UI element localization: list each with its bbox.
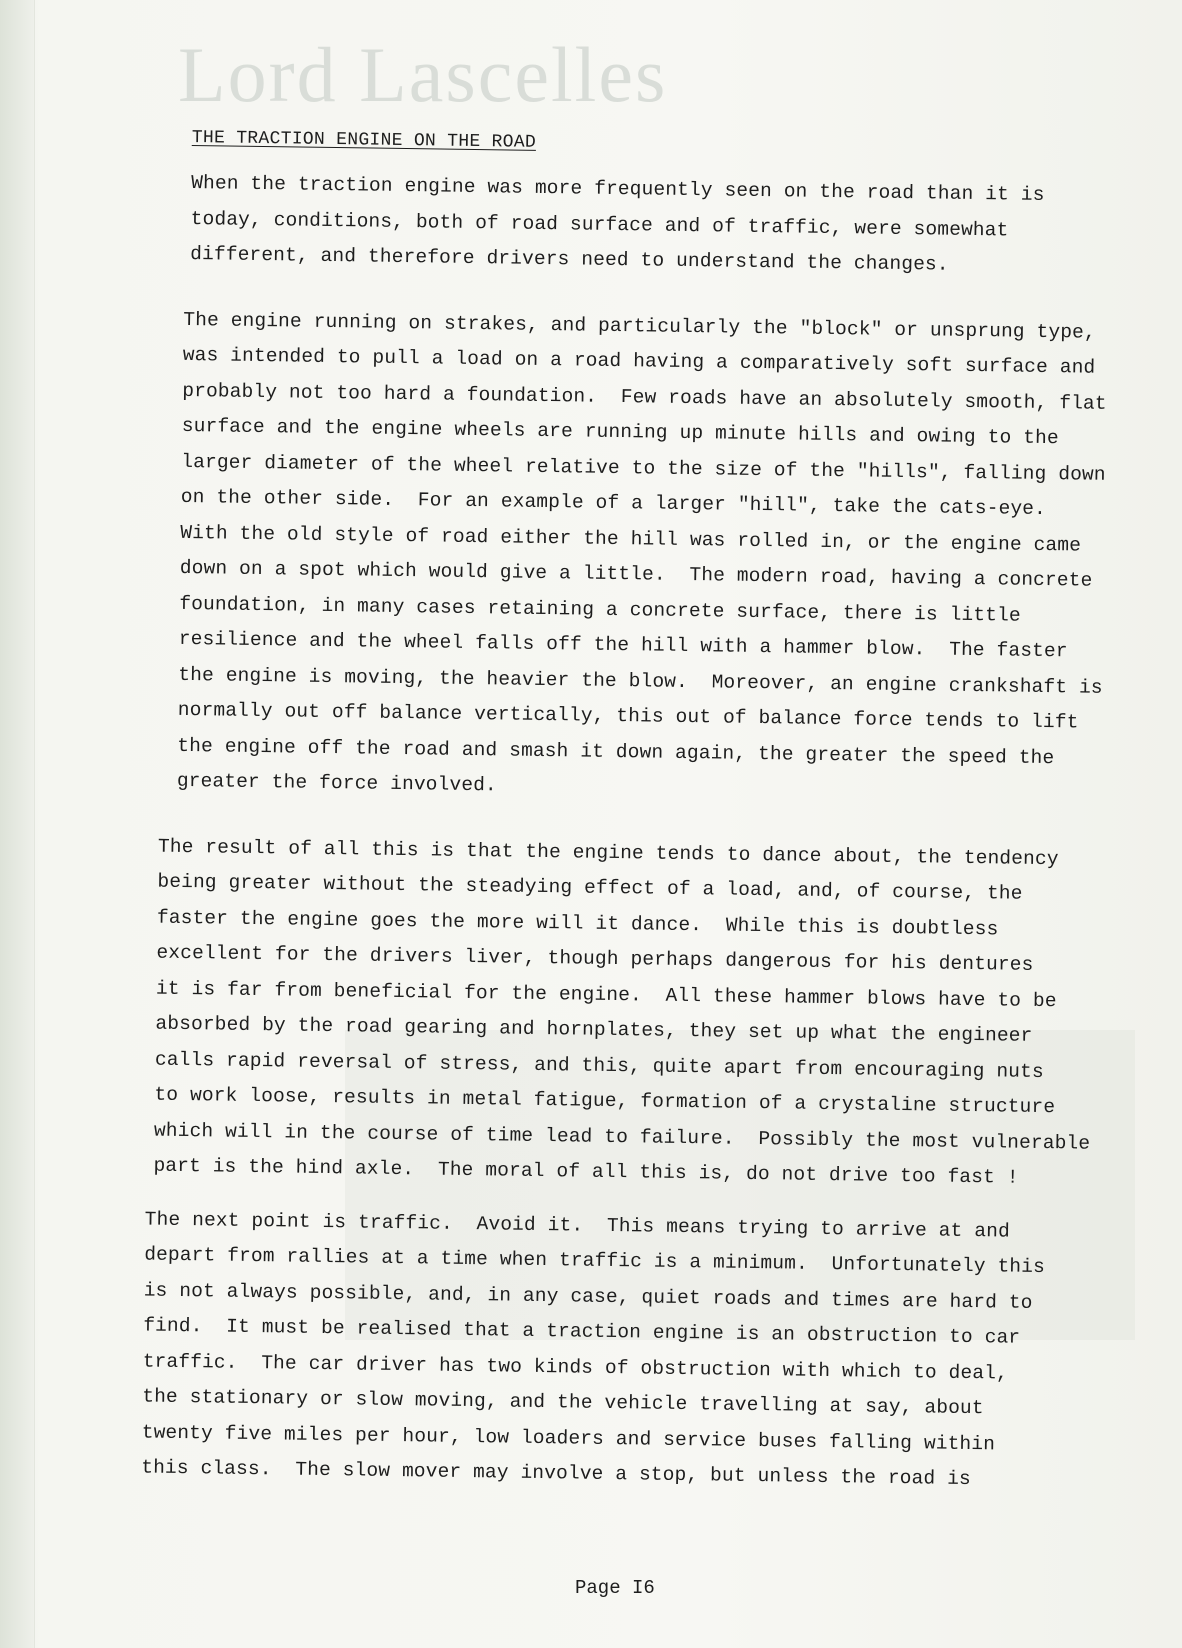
text-line: excellent for the drivers liver, though perhaps dangerous for his dentures bbox=[156, 941, 1034, 976]
text-line: the stationary or slow moving, and the vehicle travelling at say, about bbox=[142, 1385, 984, 1420]
text-line: different, and therefore drivers need to understand the changes. bbox=[190, 243, 949, 276]
text-line: being greater without the steadying effect of a load, and, of course, the bbox=[157, 870, 1023, 905]
text-line: absorbed by the road gearing and hornplates, they set up what the engineer bbox=[155, 1012, 1033, 1047]
text-line: The next point is traffic. Avoid it. This means trying to arrive at and bbox=[144, 1207, 1011, 1243]
paragraph-1 bbox=[158, 166, 1149, 286]
document-body bbox=[141, 128, 1150, 1500]
text-line: part is the hind axle. The moral of all this is, do not drive too fast ! bbox=[153, 1154, 1019, 1189]
paragraph-2 bbox=[151, 302, 1148, 813]
text-line: The engine running on strakes, and particularly the "block" or unsprung type, bbox=[183, 308, 1097, 344]
text-line: today, conditions, both of road surface and of traffic, were somewhat bbox=[190, 207, 1009, 241]
text-line: it is far from beneficial for the engine. All these hammer blows have to be bbox=[155, 977, 1057, 1012]
text-line: greater the force involved. bbox=[176, 769, 498, 797]
text-line: twenty five miles per hour, low loaders and service buses falling within bbox=[141, 1420, 996, 1455]
text-line: on the other side. For an example of a larger "hill", take the cats-eye. bbox=[180, 485, 1047, 520]
section-heading: THE TRACTION ENGINE ON THE ROAD bbox=[191, 128, 537, 153]
text-line: was intended to pull a load on a road having a comparatively soft surface and bbox=[182, 343, 1096, 379]
page-number: Page I6 bbox=[575, 1577, 655, 1599]
text-line: which will in the course of time lead to failure. Possibly the most vulnerable bbox=[153, 1119, 1091, 1155]
text-line: normally out off balance vertically, this out of balance force tends to lift bbox=[177, 698, 1079, 734]
page-binding-edge bbox=[0, 0, 35, 1648]
text-line: calls rapid reversal of stress, and this, quite apart from encouraging nuts bbox=[154, 1048, 1044, 1083]
text-line: this class. The slow mover may involve a stop, but unless the road is bbox=[141, 1456, 972, 1491]
text-line: depart from rallies at a time when traffic is a minimum. Unfortunately this bbox=[144, 1243, 1046, 1279]
text-line: When the traction engine was more frequently seen on the road than it is bbox=[191, 172, 1045, 206]
text-line: to work loose, results in metal fatigue, formation of a crystaline structure bbox=[154, 1083, 1056, 1119]
text-line: With the old style of road either the hill was rolled in, or the engine came bbox=[180, 521, 1082, 556]
text-line: the engine is moving, the heavier the blow. Moreover, an engine crankshaft is bbox=[178, 663, 1103, 699]
text-line: foundation, in many cases retaining a concrete surface, there is little bbox=[179, 592, 1021, 627]
text-line: surface and the engine wheels are running up minute hills and owing to the bbox=[181, 414, 1059, 450]
paragraph-4 bbox=[141, 1202, 1135, 1500]
text-line: the engine off the road and smash it down again, the greater the speed the bbox=[177, 734, 1055, 769]
text-line: is not always possible, and, in any case, quiet roads and times are hard to bbox=[143, 1278, 1033, 1314]
text-line: The result of all this is that the engine tends to dance about, the tendency bbox=[157, 835, 1059, 870]
paragraph-3 bbox=[145, 829, 1140, 1198]
show-through-title: Lord Lascelles bbox=[178, 31, 668, 118]
text-line: larger diameter of the wheel relative to the size of the "hills", falling down bbox=[181, 450, 1106, 486]
text-line: down on a spot which would give a little. The modern road, having a concrete bbox=[179, 556, 1093, 592]
text-line: faster the engine goes the more will it dance. While this is doubtless bbox=[156, 906, 999, 940]
text-line: traffic. The car driver has two kinds of obstruction with which to deal, bbox=[142, 1349, 1009, 1385]
text-line: probably not too hard a foundation. Few roads have an absolutely smooth, flat bbox=[182, 379, 1107, 415]
text-line: resilience and the wheel falls off the hill with a hammer blow. The faster bbox=[178, 627, 1068, 663]
text-line: find. It must be realised that a traction engine is an obstruction to car bbox=[143, 1314, 1021, 1349]
